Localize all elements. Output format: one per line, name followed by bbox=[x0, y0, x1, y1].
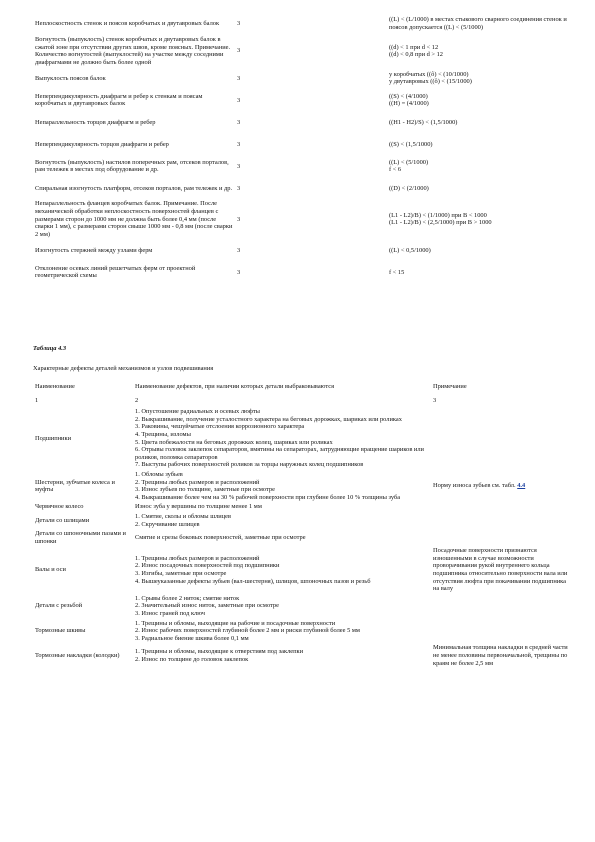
defect-row-note bbox=[431, 546, 575, 594]
defect-row bbox=[33, 529, 575, 546]
defect-row-note bbox=[431, 512, 575, 529]
defect-item: 5. Цвета побежалости на беговых дорожках колец, шариках или роликах bbox=[135, 438, 333, 446]
norm-row-value: ((L) < (L/1000) в местах стыкового сварного соединения стенок и поясов допускается ((L) < (5/1000) bbox=[389, 16, 567, 31]
defect-item: 2. Износ рабочих поверхностей глубиной более 2 мм и риски глубиной более 5 мм bbox=[135, 627, 360, 635]
norm-row bbox=[33, 89, 573, 111]
norm-row-name: Неплоскостность стенок и поясов коробчатых и двутавровых балок bbox=[35, 20, 220, 28]
defect-item: 7. Выступы рабочих поверхностей роликов за торцы наружных колец подшипников bbox=[135, 461, 364, 469]
defect-note-text: Посадочные поверхности признаются изношенными в случае возможности проворачивания рукой внутреннего кольца подшипника относительно поверхности вала или отсутствия люфта при покачивании подшипника на валу bbox=[433, 547, 568, 593]
defect-row-note bbox=[431, 502, 575, 512]
defects-table-header-row bbox=[33, 380, 575, 394]
header-defects: Наименование дефектов, при наличии которых детали выбраковываются bbox=[135, 383, 335, 390]
defect-row-part: Детали с резьбой bbox=[35, 602, 83, 610]
defect-row-part: Тормозные накладки (колодки) bbox=[35, 652, 120, 659]
defect-row-part: Червячное колесо bbox=[35, 503, 84, 511]
norm-row-name: Неперпендикулярность торцов диафрагм и ребер bbox=[35, 140, 169, 148]
header-name: Наименование bbox=[35, 383, 75, 390]
norm-row-grade: 3 bbox=[237, 215, 241, 223]
norm-row-grade: 3 bbox=[237, 184, 241, 192]
norm-row bbox=[33, 199, 573, 239]
defect-item: 1. Трещины любых размеров и расположений bbox=[135, 554, 260, 562]
norm-row bbox=[33, 67, 573, 89]
header-number-3: 3 bbox=[433, 396, 437, 404]
defect-item: 1. Трещины и обломы, выходящие к отверстиям под заклепки bbox=[135, 648, 304, 656]
defect-note-text: Минимальная толщина накладки в средней части не менее половины первоначальной, трещины по краям не более 2,5 мм bbox=[433, 644, 568, 667]
defect-item: 6. Отрывы головок заклепок сепараторов, вмятины на сепараторах, затрудняющие вращение шариков или роликов, поломка сепараторов bbox=[135, 446, 424, 461]
defect-row-note bbox=[431, 529, 575, 546]
norm-row-value: ((H1 - H2)/S) < (1,5/1000) bbox=[389, 118, 458, 126]
table-caption-title: Характерные дефекты деталей механизмов и узлов подвешивания bbox=[33, 365, 214, 372]
defect-item: 3. Износ граней под ключ bbox=[135, 610, 205, 618]
norm-row-value: ((d) < 1 при d < 12 ((d) < 0,8 при d > 12 bbox=[389, 43, 443, 59]
defect-row-defects bbox=[133, 529, 431, 546]
defect-row bbox=[33, 502, 575, 512]
defect-item: 1. Трещины и обломы, выходящие на рабочие и посадочные поверхности bbox=[135, 619, 336, 627]
norm-row-name: Выпуклость поясов балок bbox=[35, 74, 106, 82]
defect-row-defects bbox=[133, 470, 431, 502]
norm-row bbox=[33, 35, 573, 67]
norm-row-name: Отклонение осевых линий решетчатых ферм от проектной геометрической схемы bbox=[35, 264, 196, 280]
defect-row-part: Тормозные шкивы bbox=[35, 627, 86, 635]
defect-item: 2. Износ по толщине до головок заклепок bbox=[135, 655, 249, 663]
defect-row-note bbox=[431, 643, 575, 668]
norm-row-value: f < 15 bbox=[389, 268, 405, 276]
defect-item: 3. Раковины, чешуйчатые отслоения коррозионного характера bbox=[135, 423, 305, 431]
defect-row-defects bbox=[133, 546, 431, 594]
norm-row-grade: 3 bbox=[237, 74, 241, 82]
norm-row-grade: 3 bbox=[237, 96, 241, 104]
defect-row bbox=[33, 643, 575, 668]
defect-item: 2. Значительный износ ниток, заметные при осмотре bbox=[135, 602, 279, 610]
norm-row-value: (L1 - L2)/B) < (1/1000) при B < 1000 (L1 - L2)/B) < (2,5/1000) при B > 1000 bbox=[389, 211, 492, 227]
norm-row-value: ((S) < (4/1000) ((H) = (4/1000) bbox=[389, 92, 429, 108]
defects-table bbox=[33, 380, 575, 668]
norm-row-value: ((L) < 0,5/1000) bbox=[389, 246, 431, 254]
norm-row-grade: 3 bbox=[237, 118, 241, 126]
defect-row-part: Детали со шпоночными пазами и шпонки bbox=[35, 530, 126, 545]
defect-item: 1. Обломы зубьев bbox=[135, 470, 183, 478]
norm-row-grade: 3 bbox=[237, 268, 241, 276]
defect-item: 3. Изгибы, заметные при осмотре bbox=[135, 570, 227, 578]
defect-row-note bbox=[431, 619, 575, 644]
norm-row-name: Непараллельность фланцев коробчатых балок. Примечание. После механической обработки неплоскостность поверхностей фланцев с размерами сторон до 1000 мм не должна быть более 0,4 мм (после сварки 1 мм), с размерами сторон свыше 1000 мм - 0,8 мм (после сварки 2 мм) bbox=[35, 200, 233, 238]
defect-row bbox=[33, 619, 575, 644]
defect-row-part: Подшипники bbox=[35, 434, 72, 442]
norm-row-value: ((S) < (1,5/1000) bbox=[389, 140, 433, 148]
defect-row-part: Детали со шлицами bbox=[35, 516, 90, 524]
norm-row bbox=[33, 155, 573, 177]
norm-row-value: у коробчатых ((ô) < (10/1000) у двутавровых ((ô) < (15/1000) bbox=[389, 70, 472, 86]
header-number-2: 2 bbox=[135, 396, 139, 404]
defect-item: 3. Износ зубьев по толщине, заметные при осмотре bbox=[135, 486, 275, 494]
defect-row bbox=[33, 512, 575, 529]
defect-row-part: Шестерни, зубчатые колеса и муфты bbox=[35, 478, 115, 494]
defect-item: 2. Трещины любых размеров и расположений bbox=[135, 478, 260, 486]
defect-row bbox=[33, 594, 575, 619]
norm-row-name: Неперпендикулярность диафрагм и ребер к стенкам и поясам коробчатых и двутавровых балок bbox=[35, 92, 203, 108]
header-note: Примечание bbox=[433, 383, 467, 390]
norm-row-name: Вогнутость (выпуклость) стенок коробчатых и двутавровых балок в сжатой зоне при отсутствии других швов, кроме поясных. Примечание. Количество вогнутостей (выпуклостей) на участке между соседними диафрагмами не должно быть более одной bbox=[35, 36, 231, 66]
defect-row-defects bbox=[133, 512, 431, 529]
defect-note-text: Норму износа зубьев см. табл. bbox=[433, 482, 516, 490]
defect-row-part: Валы и оси bbox=[35, 566, 66, 574]
norm-row bbox=[33, 261, 573, 283]
norm-row-grade: 3 bbox=[237, 246, 241, 254]
table-reference-link[interactable]: 4.4 bbox=[517, 482, 526, 490]
defect-row-defects bbox=[133, 407, 431, 470]
defect-row-defects bbox=[133, 619, 431, 644]
deviation-norms-table bbox=[33, 13, 573, 283]
norm-row-grade: 3 bbox=[237, 140, 241, 148]
defect-row bbox=[33, 546, 575, 594]
header-number-1: 1 bbox=[35, 396, 39, 404]
norm-row bbox=[33, 13, 573, 35]
defect-item: 1. Опустошение радиальных и осевых люфты bbox=[135, 408, 260, 416]
norm-row-value: ((L) < (5/1000) f < 6 bbox=[389, 158, 429, 174]
defect-item: 2. Скручивание шлицев bbox=[135, 520, 200, 528]
defect-item: Износ зуба у вершины по толщине менее 1 мм bbox=[135, 503, 262, 511]
defect-row-defects bbox=[133, 643, 431, 668]
norm-row-grade: 3 bbox=[237, 47, 241, 55]
defect-row-note bbox=[431, 594, 575, 619]
norm-row-grade: 3 bbox=[237, 162, 241, 170]
defect-row bbox=[33, 407, 575, 470]
defect-item: 3. Радиальное биение шкива более 0,1 мм bbox=[135, 634, 249, 642]
norm-row-name: Вогнутость (выпуклость) настилов поперечных рам, отсеков порталов, рам тележек в местах под оборудование и др. bbox=[35, 158, 229, 174]
table-caption-number: Таблица 4.3 bbox=[33, 345, 67, 352]
norm-row-value: ((D) < (2/1000) bbox=[389, 184, 429, 192]
norm-row-name: Изогнутость стержней между узлами ферм bbox=[35, 246, 153, 254]
norm-row bbox=[33, 239, 573, 261]
norm-row bbox=[33, 111, 573, 133]
defect-item: 2. Износ посадочных поверхностей под подшипники bbox=[135, 562, 280, 570]
defect-item: 1. Смятие, сколы и обломы шлицев bbox=[135, 512, 231, 520]
defect-row bbox=[33, 470, 575, 502]
norm-row-name: Спиральная изогнутость платформ, отсеков порталов, рам тележек и др. bbox=[35, 184, 233, 192]
norm-row-grade: 3 bbox=[237, 20, 241, 28]
defect-row-defects bbox=[133, 502, 431, 512]
defect-row-note bbox=[431, 407, 575, 470]
defects-table-number-row bbox=[33, 394, 575, 408]
defect-item: 4. Вышеуказанные дефекты зубьев (вал-шестерня), шлицов, шпоночных пазов и резьб bbox=[135, 577, 371, 585]
defect-item: 4. Выкрашивание более чем на 30 % рабочей поверхности при глубине более 10 % толщины зуба bbox=[135, 493, 401, 501]
norm-row bbox=[33, 133, 573, 155]
norm-row bbox=[33, 177, 573, 199]
norm-row-name: Непараллельность торцов диафрагм и ребер bbox=[35, 118, 156, 126]
defect-item: Смятие и срезы боковых поверхностей, заметные при осмотре bbox=[135, 533, 306, 541]
defect-item: 1. Срывы более 2 ниток; смятие ниток bbox=[135, 594, 240, 602]
defect-row-note bbox=[431, 470, 575, 502]
defect-row-defects bbox=[133, 594, 431, 619]
defect-item: 4. Трещины, изломы bbox=[135, 430, 191, 438]
defect-item: 2. Выкрашивание, получение усталостного характера на беговых дорожках, шариках или роликах bbox=[135, 415, 402, 423]
